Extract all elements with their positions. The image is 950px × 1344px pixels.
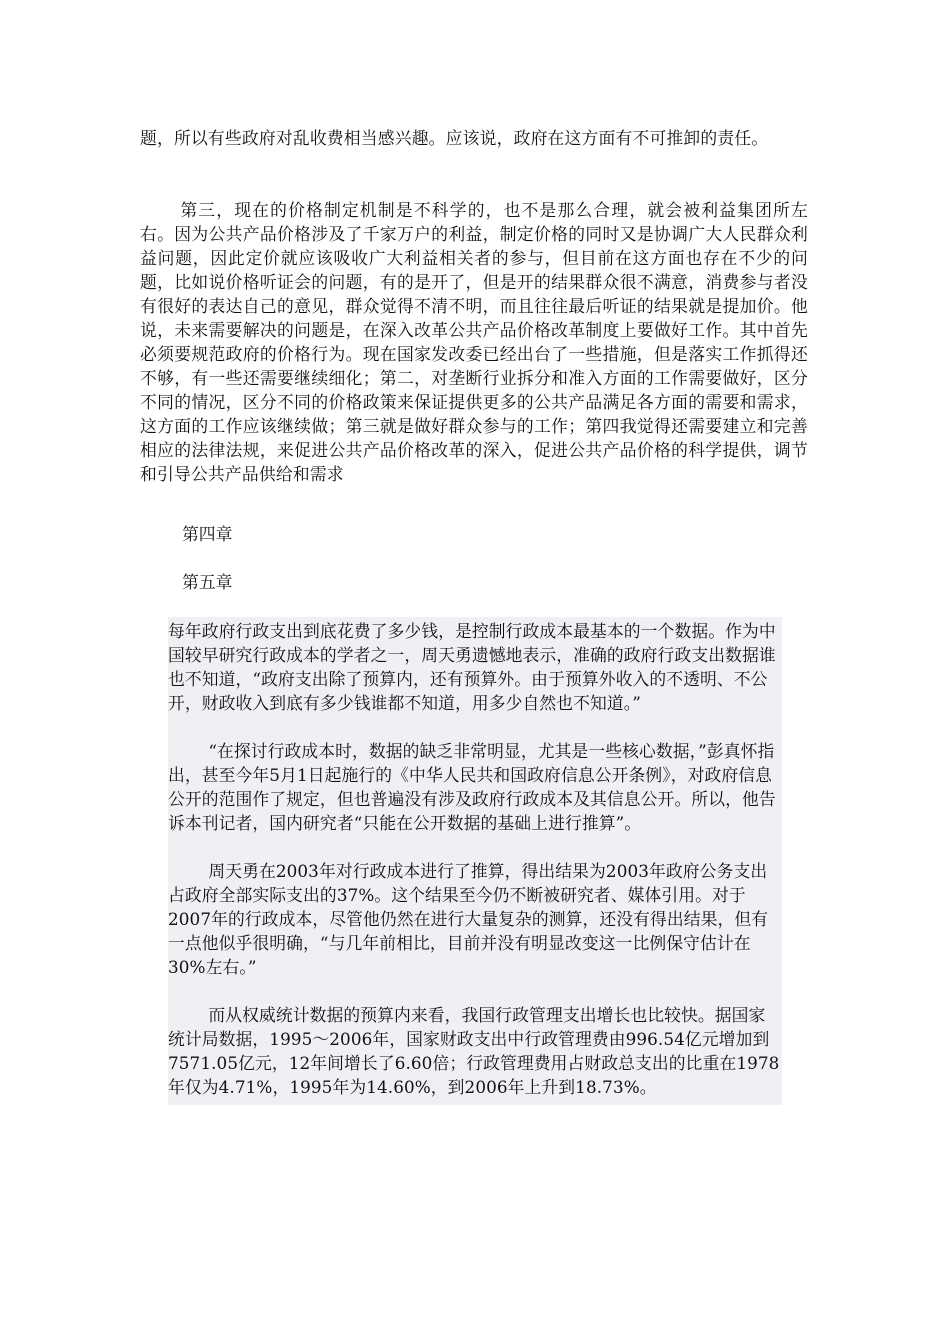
quote-paragraph-3: 周天勇在2003年对行政成本进行了推算，得出结果为2003年政府公务支出占政府全部实际支出的37%。这个结果至今仍不断被研究者、媒体引用。对于2007年的行政成本，尽管他仍然在进行大量复杂的测算，还没有得出结果，但有一点他似乎很明确，“与几年前相比，目前并没有明显改变这一比例保守估计在30%左右。” — [168, 861, 769, 977]
quote-paragraph-4: 而从权威统计数据的预算内来看，我国行政管理支出增长也比较快。据国家统计局数据，1995～2006年，国家财政支出中行政管理费由996.54亿元增加到7571.05亿元，12年间增长了6.60倍；行政管理费用占财政总支出的比重在1978年仅为4.71%，1995年为14.60%，到2006年上升到18.73%。 — [168, 1005, 780, 1097]
quoted-article-block — [168, 617, 782, 1105]
chapter-four-heading: 第四章 — [182, 524, 233, 544]
paragraph-third-point: 第三，现在的价格制定机制是不科学的，也不是那么合理，就会被利益集团所左右。因为公共产品价格涉及了千家万户的利益，制定价格的同时又是协调广大人民群众利益问题，因此定价就应该吸收广大利益相关者的参与，但目前在这方面也存在不少的问题，比如说价格听证会的问题，有的是开了，但是开的结果群众很不满意，消费参与者没有很好的表达自己的意见，群众觉得不清不明，而且往往最后听证的结果就是提加价。他说，未来需要解决的问题是，在深入改革公共产品价格改革制度上要做好工作。其中首先必须要规范政府的价格行为。现在国家发改委已经出台了一些措施，但是落实工作抓得还不够，有一些还需要继续细化；第二，对垄断行业拆分和准入方面的工作需要做好，区分不同的情况，区分不同的价格政策来保证提供更多的公共产品满足各方面的需要和需求，这方面的工作应该继续做；第三就是做好群众参与的工作；第四我觉得还需要建立和完善相应的法律法规，来促进公共产品价格改革的深入，促进公共产品价格的科学提供，调节和引导公共产品供给和需求 — [140, 200, 808, 484]
chapter-five-heading: 第五章 — [182, 572, 233, 592]
quote-paragraph-1: 每年政府行政支出到底花费了多少钱，是控制行政成本最基本的一个数据。作为中国较早研究行政成本的学者之一，周天勇遗憾地表示，准确的政府行政支出数据谁也不知道，“政府支出除了预算内，还有预算外。由于预算外收入的不透明、不公开，财政收入到底有多少钱谁都不知道，用多少自然也不知道。” — [168, 621, 776, 713]
paragraph-continuation: 题，所以有些政府对乱收费相当感兴趣。应该说，政府在这方面有不可推卸的责任。 — [140, 128, 769, 148]
quote-paragraph-2: “在探讨行政成本时，数据的缺乏非常明显，尤其是一些核心数据，”彭真怀指出，甚至今年5月1日起施行的《中华人民共和国政府信息公开条例》，对政府信息公开的范围作了规定，但也普遍没有涉及政府行政成本及其信息公开。所以，他告诉本刊记者，国内研究者“只能在公开数据的基础上进行推算”。 — [168, 741, 776, 833]
